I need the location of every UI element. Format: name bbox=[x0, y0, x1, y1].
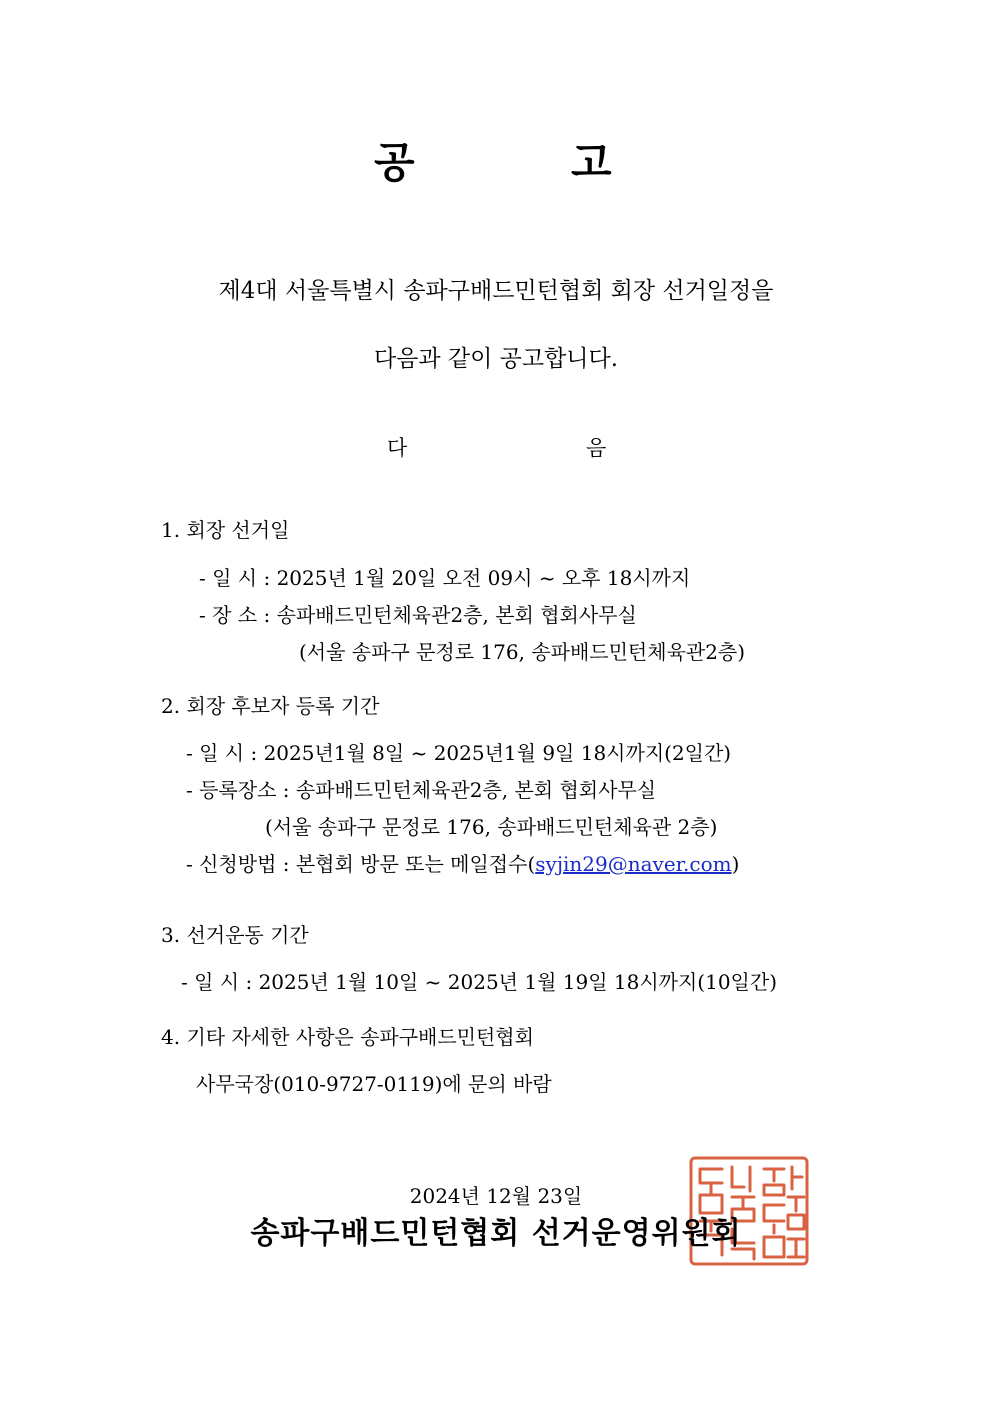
section-2-line-1: - 일 시 : 2025년1월 8일 ~ 2025년1월 9일 18시까지(2일간) bbox=[186, 741, 732, 765]
heading-char-1: 다 bbox=[387, 436, 408, 460]
section-2-title: 2. 회장 후보자 등록 기간 bbox=[161, 694, 380, 718]
section-1-line-3: (서울 송파구 문정로 176, 송파배드민턴체육관2층) bbox=[299, 640, 746, 664]
intro-line-2: 다음과 같이 공고합니다. bbox=[373, 346, 619, 372]
organization-name: 송파구배드민턴협회 선거운영위원회 bbox=[250, 1216, 742, 1251]
section-3-title: 3. 선거운동 기간 bbox=[161, 923, 309, 947]
apply-close-paren: ) bbox=[731, 852, 740, 876]
email-link[interactable]: syjin29@naver.com bbox=[535, 852, 732, 876]
section-2-apply-line bbox=[186, 848, 739, 877]
notice-title-char-2: 고 bbox=[571, 138, 612, 187]
section-2-line-3: (서울 송파구 문정로 176, 송파배드민턴체육관 2층) bbox=[265, 815, 718, 839]
apply-method-text: - 신청방법 : 본협회 방문 또는 메일접수( bbox=[186, 852, 536, 876]
section-1-title: 1. 회장 선거일 bbox=[161, 518, 290, 542]
section-1-line-2: - 장 소 : 송파배드민턴체육관2층, 본회 협회사무실 bbox=[199, 603, 637, 627]
heading-char-2: 음 bbox=[586, 436, 607, 460]
section-4-title: 4. 기타 자세한 사항은 송파구배드민턴협회 bbox=[161, 1025, 534, 1049]
notice-title-char-1: 공 bbox=[374, 138, 415, 187]
notice-date: 2024년 12월 23일 bbox=[409, 1184, 583, 1208]
section-3-line-1: - 일 시 : 2025년 1월 10일 ~ 2025년 1월 19일 18시까지(10일간) bbox=[181, 970, 777, 994]
section-1-line-1: - 일 시 : 2025년 1월 20일 오전 09시 ~ 오후 18시까지 bbox=[199, 566, 691, 590]
intro-line-1: 제4대 서울특별시 송파구배드민턴협회 회장 선거일정을 bbox=[218, 278, 774, 304]
section-2-line-2: - 등록장소 : 송파배드민턴체육관2층, 본회 협회사무실 bbox=[186, 778, 657, 802]
section-4-line-1: 사무국장(010-9727-0119)에 문의 바람 bbox=[196, 1072, 552, 1096]
